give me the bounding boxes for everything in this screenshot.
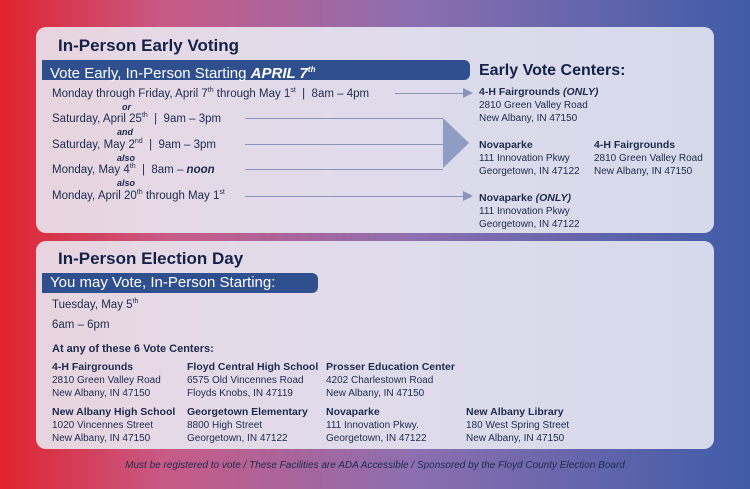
center-city: Georgetown, IN 47122 [479, 166, 580, 177]
early-centers-title: Early Vote Centers: [479, 62, 626, 79]
early-voting-title: In-Person Early Voting [58, 36, 240, 55]
early-center-1 [479, 86, 598, 125]
election-day-centers-title: At any of these 6 Vote Centers: [52, 343, 214, 355]
center-name: New Albany High School [52, 406, 176, 418]
center-address: 1020 Vincennes Street [52, 420, 154, 431]
center-name: Prosser Education Center [326, 361, 455, 373]
center-address: 2810 Green Valley Road [479, 100, 588, 111]
red-stripe [0, 0, 12, 489]
center-name: Novaparke [479, 192, 536, 204]
row-text: through May 1 [213, 87, 291, 100]
early-row-1 [52, 87, 369, 100]
row-sup: th [141, 112, 148, 119]
center-city: New Albany, IN 47150 [326, 388, 425, 399]
center-qualifier: (ONLY) [563, 86, 599, 98]
conjunction-and: and [117, 127, 134, 137]
banner-date: APRIL 7 [250, 65, 308, 82]
arrow-line-2 [245, 118, 443, 119]
early-voting-panel [36, 27, 714, 233]
early-voting-banner [42, 60, 470, 80]
center-name: Novaparke [479, 139, 533, 151]
row-sup: st [219, 189, 225, 196]
arrow-right-icon [463, 88, 473, 98]
arrow-line-5 [245, 196, 465, 197]
center-city: New Albany, IN 47150 [466, 433, 565, 444]
election-day-title: In-Person Election Day [58, 249, 244, 268]
row-hours: | 8am – 4pm [295, 87, 370, 100]
arrow-line-4 [245, 169, 443, 170]
row-text: Monday, May 4 [52, 163, 130, 176]
row-hours: | 9am – 3pm [147, 112, 222, 125]
early-row-4 [52, 163, 215, 176]
conjunction-also: also [117, 153, 136, 163]
row-text: Monday, April 20 [52, 189, 137, 202]
row-text: Saturday, April 25 [52, 112, 142, 125]
center-address: 4202 Charlestown Road [326, 375, 434, 386]
early-center-2 [479, 139, 580, 178]
center-city: New Albany, IN 47150 [594, 166, 693, 177]
row-text: Saturday, May 2 [52, 138, 135, 151]
footer-note: Must be registered to vote / These Facilities are ADA Accessible / Sponsored by the Floyd County Election Board [125, 460, 625, 471]
center-name: 4-H Fairgrounds [594, 139, 676, 151]
center-city: Georgetown, IN 47122 [326, 433, 427, 444]
center-address: 2810 Green Valley Road [594, 153, 703, 164]
day-center-7 [466, 406, 569, 445]
center-city: Floyds Knobs, IN 47119 [187, 388, 293, 399]
early-row-3 [52, 138, 216, 151]
center-name: New Albany Library [466, 406, 564, 418]
row-sup: nd [134, 138, 143, 145]
election-day-date [52, 298, 138, 311]
day-center-1 [52, 361, 161, 400]
row-sup: th [129, 163, 136, 170]
day-center-6 [326, 406, 427, 445]
arrow-line-3 [245, 144, 443, 145]
conjunction-also: also [117, 178, 136, 188]
early-row-2 [52, 112, 221, 125]
banner-prefix: Vote Early, In-Person Starting [50, 65, 251, 82]
center-qualifier: (ONLY) [535, 192, 572, 204]
big-arrow-icon [443, 118, 469, 168]
center-address: 111 Innovation Pkwy [479, 153, 570, 164]
center-city: Georgetown, IN 47122 [479, 219, 580, 230]
day-date: Tuesday, May 5 [52, 298, 133, 311]
row-sup: th [136, 189, 143, 196]
conjunction-or: or [122, 102, 131, 112]
day-center-5 [187, 406, 308, 445]
row-hours: | 8am – [135, 163, 187, 176]
early-row-5 [52, 189, 225, 202]
day-center-2 [187, 361, 318, 400]
election-day-hours: 6am – 6pm [52, 319, 110, 331]
election-day-banner: You may Vote, In-Person Starting: [42, 273, 318, 293]
center-name: Floyd Central High School [187, 361, 319, 373]
center-address: 111 Innovation Pkwy. [326, 420, 419, 431]
center-name: Georgetown Elementary [187, 406, 308, 418]
row-text: through May 1 [142, 189, 220, 202]
arrow-line-1 [395, 93, 465, 94]
row-sup: st [290, 87, 296, 94]
center-name: 4-H Fairgrounds [479, 86, 564, 98]
row-sup: th [207, 87, 214, 94]
early-center-3 [594, 139, 703, 178]
day-center-4 [52, 406, 175, 445]
center-city: New Albany, IN 47150 [479, 113, 578, 124]
center-address: 8800 High Street [187, 420, 263, 431]
row-text: Monday through Friday, April 7 [52, 87, 208, 100]
center-address: 2810 Green Valley Road [52, 375, 161, 386]
center-address: 111 Innovation Pkwy [479, 206, 570, 217]
arrow-right-icon [463, 191, 473, 201]
center-city: New Albany, IN 47150 [52, 433, 151, 444]
day-date-sup: th [132, 298, 139, 305]
day-center-3 [326, 361, 455, 400]
center-name: 4-H Fairgrounds [52, 361, 134, 373]
center-city: Georgetown, IN 47122 [187, 433, 288, 444]
center-name: Novaparke [326, 406, 380, 418]
row-noon: noon [186, 163, 215, 176]
early-center-4 [479, 192, 580, 231]
center-city: New Albany, IN 47150 [52, 388, 151, 399]
row-hours: | 9am – 3pm [142, 138, 216, 151]
center-address: 6575 Old Vincennes Road [187, 375, 304, 386]
center-address: 180 West Spring Street [466, 420, 570, 431]
banner-date-sup: th [307, 65, 316, 74]
